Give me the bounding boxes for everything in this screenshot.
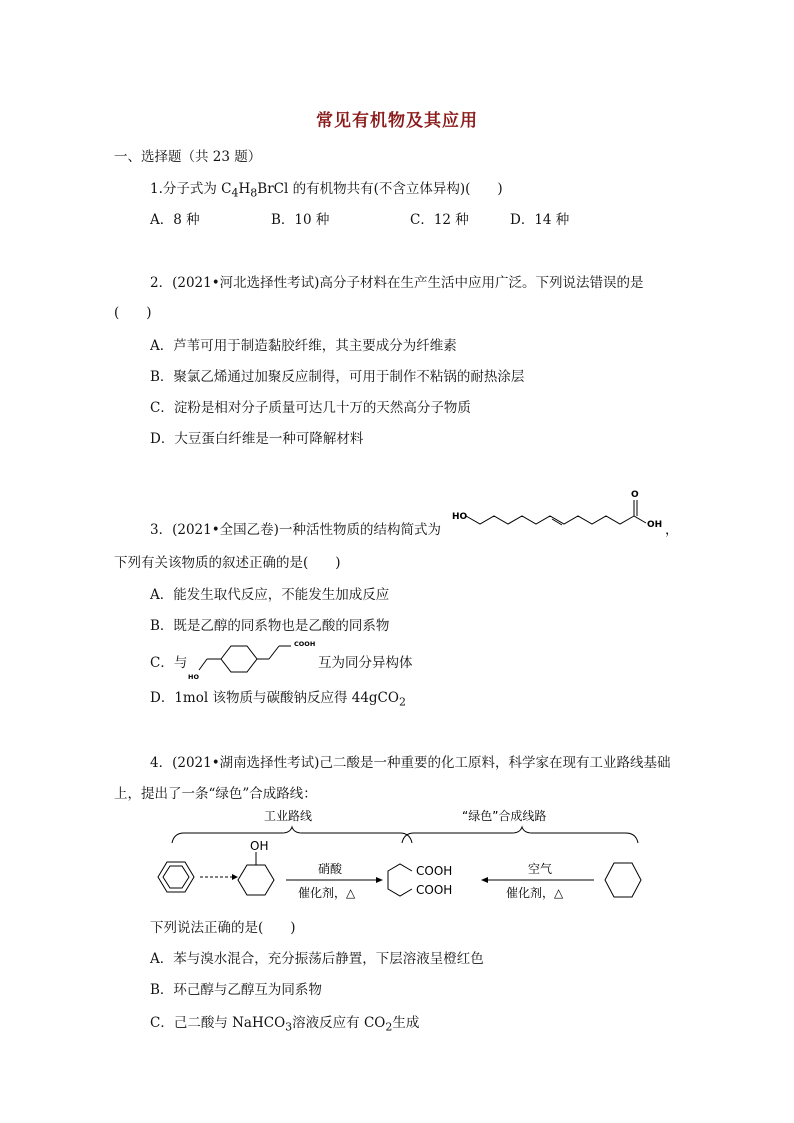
question-1-option-d: D．14 种 bbox=[510, 212, 570, 228]
question-2-option-d: D．大豆蛋白纤维是一种可降解材料 bbox=[150, 431, 364, 447]
q3-oh-label: OH bbox=[647, 520, 663, 530]
q4-catalyst-left: 催化剂，△ bbox=[298, 886, 356, 900]
question-1-option-a: A．8 种 bbox=[150, 212, 200, 228]
q4-cooh-bottom: COOH bbox=[416, 883, 453, 897]
question-3-comma: ， bbox=[665, 522, 679, 538]
question-3-option-c-suffix: 互为同分异构体 bbox=[318, 655, 413, 671]
question-4-line2: 上，提出了一条“绿色”合成路线： bbox=[114, 786, 317, 802]
page-title: 常见有机物及其应用 bbox=[316, 111, 478, 131]
q4-cooh-top: COOH bbox=[416, 864, 453, 878]
question-1-option-c: C．12 种 bbox=[410, 212, 469, 228]
question-3-option-b: B．既是乙醇的同系物也是乙酸的同系物 bbox=[150, 618, 390, 634]
q4-green-label: “绿色”合成线路 bbox=[462, 809, 547, 823]
q4-nitric-label: 硝酸 bbox=[318, 862, 343, 876]
question-2-option-b: B．聚氯乙烯通过加聚反应制得，可用于制作不粘锅的耐热涂层 bbox=[150, 369, 525, 385]
question-1-option-b: B．10 种 bbox=[271, 212, 330, 228]
question-4-option-b: B．环己醇与乙醇互为同系物 bbox=[150, 982, 322, 998]
question-4-option-a: A．苯与溴水混合，充分振荡后静置，下层溶液呈橙红色 bbox=[150, 951, 484, 967]
q4-synthesis-scheme bbox=[150, 805, 650, 910]
q3-o-label: O bbox=[631, 490, 639, 500]
q4-industrial-label: 工业路线 bbox=[264, 809, 313, 823]
q4-oh-label: OH bbox=[250, 839, 269, 853]
question-4-stem: 4．(2021•湖南选择性考试)己二酸是一种重要的化工原料，科学家在现有工业路线基础 bbox=[150, 755, 671, 771]
question-1-stem: 1.分子式为 $C_4H_8BrCl$ 的有机物共有(不含立体异构)( ) bbox=[150, 181, 503, 200]
question-3-stem: 3．(2021•全国乙卷)一种活性物质的结构简式为 bbox=[150, 522, 441, 538]
question-2-stem: 2．(2021•河北选择性考试)高分子材料在生产生活中应用广泛。下列说法错误的是 bbox=[150, 275, 644, 291]
question-3-option-a: A．能发生取代反应，不能发生加成反应 bbox=[150, 587, 390, 603]
question-2-answer-paren: ( ) bbox=[114, 305, 152, 321]
q4-air-label: 空气 bbox=[528, 862, 553, 876]
q3-structure-formula bbox=[450, 486, 665, 536]
q3-option-c-structure bbox=[185, 634, 315, 682]
q4-catalyst-right: 催化剂，△ bbox=[506, 886, 564, 900]
question-4-line3: 下列说法正确的是( ) bbox=[150, 920, 296, 936]
question-3-line2: 下列有关该物质的叙述正确的是( ) bbox=[114, 555, 341, 571]
question-2-option-a: A．芦苇可用于制造黏胶纤维，其主要成分为纤维素 bbox=[150, 338, 457, 354]
q3-c-cooh-label: COOH bbox=[294, 640, 315, 648]
question-2-option-c: C．淀粉是相对分子质量可达几十万的天然高分子物质 bbox=[150, 400, 471, 416]
question-3-option-c-prefix: C．与 bbox=[150, 655, 188, 671]
question-4-option-c: C．己二酸与 NaHCO$_3$溶液反应有 $CO_2$生成 bbox=[150, 1015, 420, 1034]
question-3-option-d: D．1mol 该物质与碳酸钠反应得 44gCO$_2$ bbox=[150, 690, 406, 709]
q3-c-ho-label: HO bbox=[188, 673, 199, 681]
section-heading: 一、选择题（共 23 题） bbox=[114, 149, 262, 165]
q3-ho-label: HO bbox=[452, 512, 468, 522]
